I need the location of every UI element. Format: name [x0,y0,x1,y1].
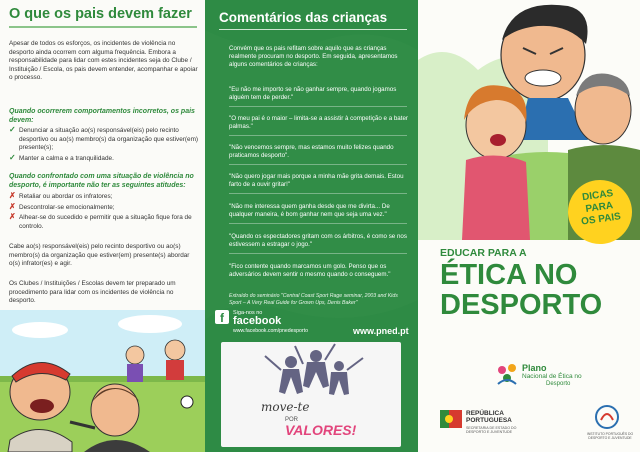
child-quote: "Não me interessa quem ganha desde que me divirta... De qualquer maneira, é bom ganhar nem que seja uma vez." [229,203,390,219]
title-underline [219,29,407,30]
ipdj-logo-icon [594,404,620,430]
list-item: ✓ Denunciar a situação ao(s) responsável(eis) pelo recinto desportivo ou ao(s) membro(s) da organização que estiver(em) presente(s); [9,125,199,152]
logo-text-move-te: move-te [261,400,310,414]
list-item: ✗ Descontrolar-se emocionalmente; [9,201,115,211]
move-te-logo-panel [221,342,401,447]
check-icon: ✓ [9,152,16,162]
child-quote: "Não quero jogar mais porque a minha mãe grita demais. Estou farto de a ouvir gritar!" [229,173,404,189]
divider [229,135,407,136]
plan-line2: Nacional de Ética no [522,373,582,380]
badge-line: DICAS [581,188,614,204]
divider [229,106,407,107]
section2-title: Quando confrontado com uma situação de violência no desporto, é importante não ter as seguintes atitudes: [9,173,194,189]
cartoon-parents-illustration [0,310,205,452]
pretitle: EDUCAR PARA A [440,247,527,259]
divider [229,193,407,194]
facebook-name: facebook [233,315,282,327]
list-item: ✗ Alhear-se do sucedido e permitir que a situação fique fora de controlo. [9,212,192,230]
logo-text-por: POR [285,417,299,423]
badge-line: OS PAIS [580,211,622,228]
portugal-flag-icon [440,410,462,428]
left-paragraph-3: Os Clubes / Instituições / Escolas devem ter preparado um procedimento para lidar com os incidentes de violência no desporto. [9,280,176,305]
ipdj-subtext: INSTITUTO PORTUGUÊS DO DESPORTO E JUVENTUDE [586,432,634,440]
republica-line2: PORTUGUESA [466,417,512,424]
divider [229,164,407,165]
plan-line1: Plano [522,363,547,373]
republica-line1: REPÚBLICA [466,410,504,417]
citation: Extraído do seminário "Central Coast Sport Rage seminar, 2003 and Kids Sport – A Very Real Guide for Grown Ups, Denis Baker" [229,293,398,306]
title-underline [9,26,197,28]
child-quote: "Eu não me importo se não ganhar sempre, quando jogamos alguém tem de perder." [229,86,397,102]
plan-line3: Desporto [546,381,571,387]
republica-subtext: SECRETARIA DE ESTADO DO DESPORTO E JUVENTUDE [466,426,517,435]
left-panel [0,0,205,452]
facebook-icon: f [215,310,229,324]
left-paragraph-2: Cabe ao(s) responsável(eis) pelo recinto desportivo ou ao(s) membro(s) da organização que estiver(em) presente(s) abordar o(s) infrator(es) e agir. [9,243,190,268]
middle-panel [205,0,418,452]
facebook-url[interactable]: www.facebook.com/pnedesporto [233,328,308,334]
left-intro: Apesar de todos os esforços, os incidentes de violência no desporto ainda ocorrem com alguma frequência. Embora a responsabilidade para lidar com estes incidentes seja do Clube / Instituição / Escola, os pais devem entender, acompanhar e apoiar o processo. [9,40,198,82]
section1-list [9,127,199,163]
right-panel [418,0,640,452]
child-quote: "O meu pai é o maior – limita-se a assistir à competição e a bater palmas." [229,115,408,131]
list-item: ✓ Manter a calma e a tranquilidade. [9,152,114,162]
cross-icon: ✗ [9,212,16,222]
website-link[interactable]: www.pned.pt [353,326,409,336]
check-icon: ✓ [9,125,16,134]
logo-text-valores: VALORES! [285,422,357,438]
plano-nacional-logo-icon [494,362,520,388]
middle-intro: Convém que os pais refitam sobre aquilo que as crianças realmente procuram no desporto. Em seguida, apresentamos alguns comentários de crianças: [229,45,398,69]
divider [229,223,407,224]
cross-icon: ✗ [9,191,16,200]
badge-line: PARA [584,200,614,215]
facebook-follow-text: Siga-nos no [233,310,263,316]
section2-list [9,193,199,231]
middle-title: Comentários das crianças [219,10,388,25]
main-title-line1: ÉTICA NO [440,259,578,291]
main-title-line2: DESPORTO [440,289,603,321]
list-item: ✗ Retaliar ou abordar os infratores; [9,191,113,200]
divider [229,253,407,254]
child-quote: "Quando os espectadores gritam com os árbitros, é como se nos estivessem a estragar o jogo." [229,233,407,249]
cross-icon: ✗ [9,201,16,211]
child-quote: "Fico contente quando marcamos um golo. Penso que os adversários devem sentir o mesmo quando o conseguem." [229,263,391,279]
child-quote: "Não vencemos sempre, mas estamos muito felizes quando praticamos desporto". [229,144,394,160]
section1-title: Quando ocorrerem comportamentos incorretos, os pais devem: [9,108,195,124]
left-title: O que os pais devem fazer [9,6,192,22]
